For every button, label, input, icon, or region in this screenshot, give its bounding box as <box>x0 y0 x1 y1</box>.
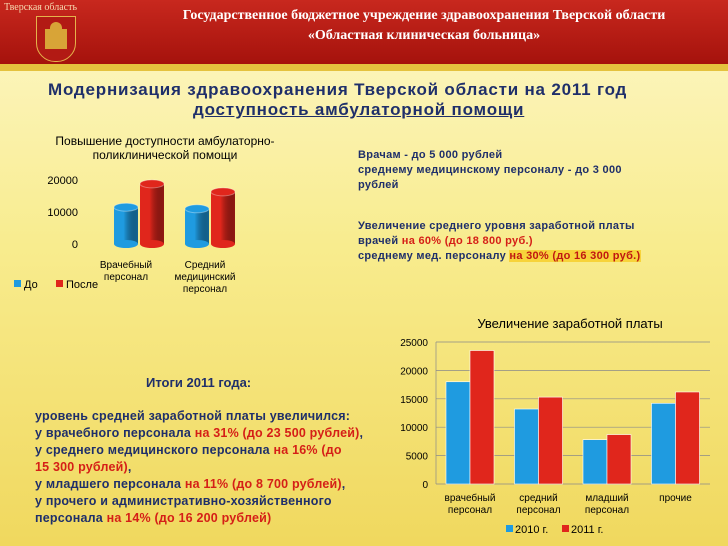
chart1-legend-label-0: До <box>24 279 38 291</box>
coat-of-arms-icon <box>36 16 76 62</box>
header-banner <box>0 0 728 64</box>
chart2-title: Увеличение заработной платы <box>477 316 663 331</box>
chart2-bar-1-1 <box>539 397 563 484</box>
summary-block <box>35 408 395 527</box>
summary-line6-value: на 14% (до 16 200 рублей) <box>106 511 272 525</box>
region-block <box>0 0 120 64</box>
chart1-bar-1-0 <box>185 205 209 248</box>
chart2-legend-swatch-0 <box>506 525 513 532</box>
info-line2: среднему медицинскому персоналу - до 3 000 <box>358 164 622 176</box>
info-increase-line3-value: на 30% (до 16 300 руб.) <box>509 250 641 262</box>
summary-line1 <box>35 425 395 442</box>
summary-line1-text: у врачебного персонала <box>35 426 195 440</box>
summary-line4-text: у младшего персонала <box>35 477 185 491</box>
chart1-ytick-0: 0 <box>71 239 78 251</box>
chart2-category-label-2-1: персонал <box>584 505 630 516</box>
chart1-legend-label-1: После <box>66 279 99 291</box>
chart2-bar-2-0 <box>583 440 607 484</box>
info-increase-line3-text: среднему мед. персоналу <box>358 250 510 262</box>
summary-line5: у прочего и административно-хозяйственного <box>35 494 332 508</box>
chart2-legend-swatch-1 <box>562 525 569 532</box>
chart1-bar-0-0 <box>114 203 138 248</box>
chart2-bar-0-0 <box>446 382 470 484</box>
chart2-bar-3-1 <box>676 392 700 484</box>
throne-icon <box>45 29 67 49</box>
chart2-category-label-3-0: прочие <box>659 493 692 504</box>
chart1-category-label-1-1: медицинский <box>174 272 236 283</box>
chart1-category-label-1-2: персонал <box>182 284 228 295</box>
info-increase-line1: Увеличение среднего уровня заработной платы <box>358 220 635 232</box>
summary-line1-punct: , <box>359 426 364 440</box>
chart2-category-label-0-1: персонал <box>447 505 493 516</box>
slide-title: Модернизация здравоохранения Тверской области на 2011 год <box>48 80 628 99</box>
summary-line4 <box>35 476 395 493</box>
summary-line2 <box>35 442 395 459</box>
summary-line3 <box>35 459 395 476</box>
summary-line6 <box>35 510 395 527</box>
summary-line4-punct: , <box>341 477 346 491</box>
summary-line1-value: на 31% (до 23 500 рублей) <box>194 426 360 440</box>
chart2-category-label-0-0: врачебный <box>444 493 496 504</box>
info-increase-line2 <box>358 234 641 249</box>
summary-intro: уровень средней заработной платы увеличился: <box>35 409 351 423</box>
summary-line3-value: 15 300 рублей) <box>35 460 128 474</box>
summary-line6-text: персонала <box>35 511 107 525</box>
organization-line2: «Областная клиническая больница» <box>307 28 541 43</box>
chart2-ytick-5: 25000 <box>400 338 428 349</box>
info-bonus-block <box>358 148 622 193</box>
chart1-title-line2: поликлинической помощи <box>92 148 238 162</box>
summary-title: Итоги 2011 года: <box>146 375 252 390</box>
chart2-ytick-1: 5000 <box>405 451 428 463</box>
chart1-ytick-1: 10000 <box>47 207 78 219</box>
summary-line2-value: на 16% (до <box>273 443 342 457</box>
chart2-ytick-2: 10000 <box>400 423 428 435</box>
chart2-bar-3-0 <box>652 403 676 484</box>
chart2-category-label-1-1: персонал <box>516 505 561 516</box>
chart1-legend-swatch-0 <box>14 280 21 287</box>
summary-line4-value: на 11% (до 8 700 рублей) <box>184 477 342 491</box>
info-increase-block <box>358 219 641 264</box>
chart1-title-line1: Повышение доступности амбулаторно- <box>55 134 275 148</box>
chart2-category-label-1-0: средний <box>519 493 558 504</box>
slide-subtitle: доступность амбулаторной помощи <box>193 100 525 119</box>
chart2-plot <box>380 330 710 546</box>
chart1-bar-1-1 <box>211 188 235 248</box>
info-line1: Врачам - до 5 000 рублей <box>358 149 503 161</box>
region-label: Тверская область <box>4 2 78 13</box>
chart1-category-label-0-0: Врачебный <box>99 260 153 271</box>
info-increase-line2-value: на 60% (до 18 800 руб.) <box>401 235 533 247</box>
organization-title <box>120 6 728 46</box>
header-divider <box>0 64 728 71</box>
chart1-bar-0-1 <box>140 180 164 248</box>
chart1-ytick-2: 20000 <box>47 175 78 187</box>
chart1-legend-swatch-1 <box>56 280 63 287</box>
info-increase-line2-text: врачей <box>358 235 402 247</box>
info-increase-line3 <box>358 249 641 264</box>
organization-line1: Государственное бюджетное учреждение здравоохранения Тверской области <box>182 8 666 23</box>
chart1-category-label-1-0: Средний <box>184 260 226 271</box>
summary-line3-punct: , <box>127 460 132 474</box>
chart2-category-label-2-0: младший <box>585 493 629 504</box>
chart2-bar-0-1 <box>470 351 494 484</box>
chart2-bar-1-0 <box>515 409 539 484</box>
chart2-legend-label-1: 2011 г. <box>571 524 604 536</box>
chart2-ytick-4: 20000 <box>400 366 428 378</box>
chart2-ytick-3: 15000 <box>400 394 428 406</box>
chart1-plot <box>0 150 300 320</box>
info-line3: рублей <box>358 179 399 191</box>
chart1-category-label-0-1: персонал <box>103 272 149 283</box>
summary-line2-text: у среднего медицинского персонала <box>35 443 274 457</box>
chart2-ytick-0: 0 <box>422 480 428 491</box>
chart2-legend-label-0: 2010 г. <box>515 524 549 536</box>
chart2-bar-2-1 <box>607 435 631 484</box>
